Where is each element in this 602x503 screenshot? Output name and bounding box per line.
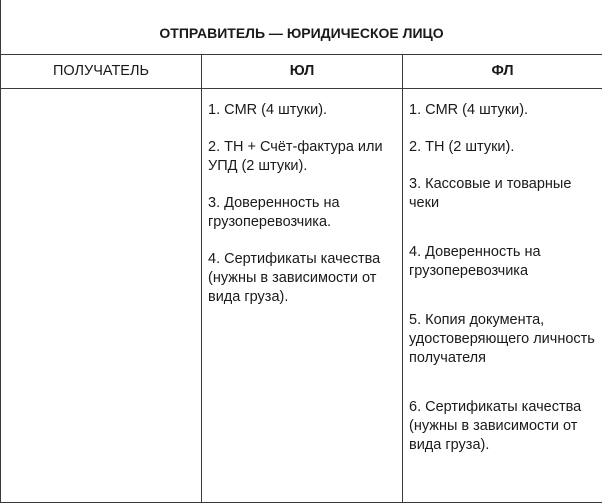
list-item: 2. ТН + Счёт-фактура или УПД (2 штуки). xyxy=(208,138,396,176)
individual-cell xyxy=(403,89,602,503)
list-item: 6. Сертификаты качества (нужны в зависимости от вида груза). xyxy=(409,398,596,455)
header-individual: ФЛ xyxy=(403,55,602,89)
list-item: 1. CMR (4 штуки). xyxy=(409,101,596,120)
header-legal-entity: ЮЛ xyxy=(202,55,403,89)
table-title: ОТПРАВИТЕЛЬ — ЮРИДИЧЕСКОЕ ЛИЦО xyxy=(1,0,602,55)
content-row xyxy=(1,89,602,503)
title-row xyxy=(1,0,602,55)
header-recipient: ПОЛУЧАТЕЛЬ xyxy=(1,55,202,89)
header-row xyxy=(1,55,602,89)
recipient-cell xyxy=(1,89,202,503)
legal-entity-cell xyxy=(202,89,403,503)
list-item: 4. Сертификаты качества (нужны в зависимости от вида груза). xyxy=(208,250,396,307)
list-item: 1. CMR (4 штуки). xyxy=(208,101,396,120)
list-item: 2. ТН (2 штуки). xyxy=(409,138,596,157)
list-item: 5. Копия документа, удостоверяющего личность получателя xyxy=(409,311,596,368)
list-item: 4. Доверенность на грузоперевозчика xyxy=(409,243,596,281)
list-item: 3. Доверенность на грузоперевозчика. xyxy=(208,194,396,232)
list-item: 3. Кассовые и товарные чеки xyxy=(409,175,596,213)
